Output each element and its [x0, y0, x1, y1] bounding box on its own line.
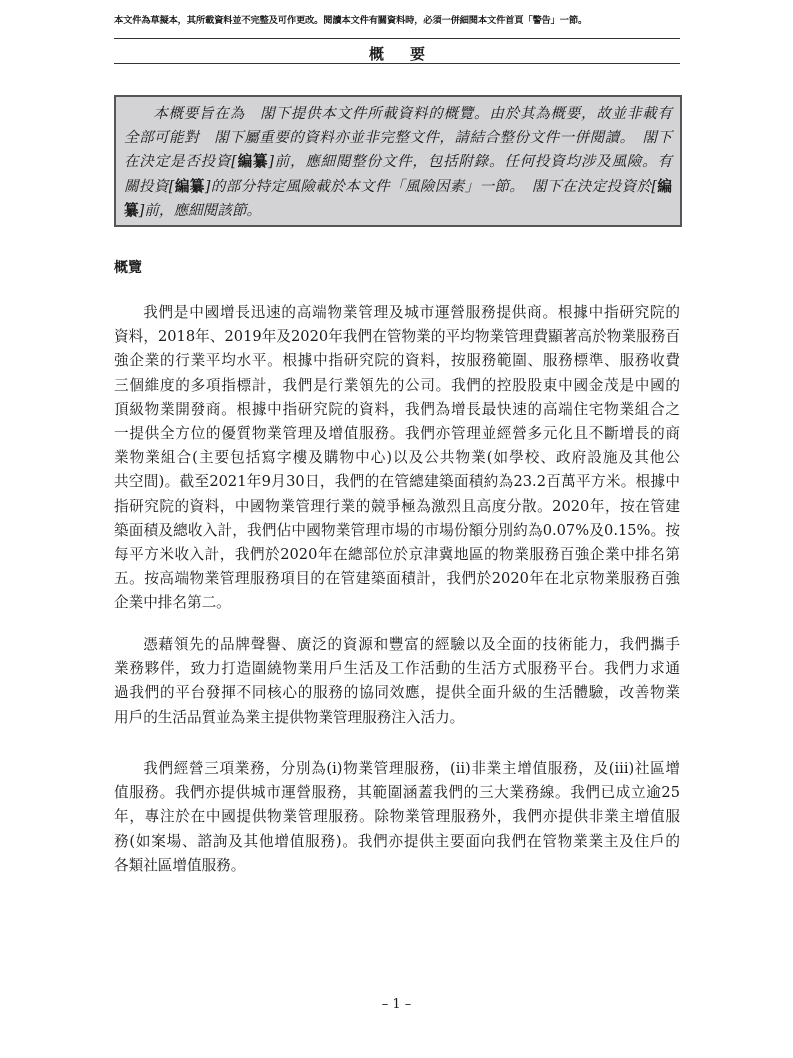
- redacted-placeholder: 編纂: [236, 153, 269, 171]
- paragraph: [114, 633, 680, 730]
- paragraph: [114, 301, 680, 615]
- paragraph-line: 頂級物業開發商。根據中指研究院的資料，我們為增長最快速的高端住宅物業組合之: [114, 400, 680, 418]
- paragraph-line: 我們經營三項業務，分別為(i)物業管理服務，(ii)非業主增值服務，及(iii)社區增: [143, 760, 680, 777]
- paragraph-line: 一提供全方位的優質物業管理及增值服務。我們亦管理並經營多元化且不斷增長的商: [114, 424, 680, 442]
- paragraph-line: 每平方米收入計，我們於2020年在總部位於京津冀地區的物業服務百強企業中排名第: [114, 545, 680, 563]
- notice-line: [124, 102, 672, 126]
- notice-box: [114, 95, 682, 227]
- redacted-placeholder: 編纂: [174, 177, 205, 195]
- paragraph-line: 業務夥伴，致力打造圍繞物業用戶生活及工作活動的生活方式服務平台。我們力求通: [114, 660, 680, 678]
- header-rule-bottom: [114, 63, 680, 64]
- paragraph-line: 用戶的生活品質並為業主提供物業管理服務注入活力。: [114, 708, 465, 726]
- notice-line: [124, 199, 672, 223]
- notice-line: [124, 126, 672, 150]
- redacted-placeholder: 編: [657, 177, 672, 195]
- paragraph-line: 年，專注於在中國提供物業管理服務。除物業管理服務外，我們亦提供非業主增值服: [114, 808, 680, 826]
- paragraph-line: 企業中排名第二。: [114, 594, 231, 612]
- notice-text: 關投資[: [124, 177, 175, 195]
- paragraph-line: 三個維度的多項指標計，我們是行業領先的公司。我們的控股股東中國金茂是中國的: [114, 376, 680, 394]
- page-title: [114, 43, 680, 64]
- paragraph-line: 我們是中國增長迅速的高端物業管理及城市運營服務提供商。根據中指研究院的: [143, 304, 680, 321]
- header-rule-top: [114, 38, 680, 39]
- paragraph-line: 強企業的行業平均水平。根據中指研究院的資料，按服務範圍、服務標準、服務收費: [114, 352, 680, 370]
- page-title-char: 概: [368, 45, 384, 63]
- notice-text: 在決定是否投資[: [124, 153, 237, 171]
- notice-text: 本概要旨在為 閣下提供本文件所載資料的概覽。由於其為概要，故並非載有: [153, 105, 672, 122]
- notice-line: [124, 175, 672, 199]
- paragraph-line: 築面積及總收入計，我們佔中國物業管理市場的市場份額分別約為0.07%及0.15%。按: [114, 521, 680, 539]
- paragraph-line: 業物業組合(主要包括寫字樓及購物中心)以及公共物業(如學校、政府設施及其他公: [114, 449, 680, 467]
- paragraph-line: 務(如案場、諮詢及其他增值服務)。我們亦提供主要面向我們在管物業業主及住戶的: [114, 832, 680, 850]
- redacted-placeholder: 纂: [124, 201, 139, 219]
- page-number: – 1 –: [381, 997, 412, 1012]
- notice-text: 全部可能對 閣下屬重要的資料亦並非完整文件，請結合整份文件一併閱讀。 閣下: [124, 129, 672, 147]
- section-heading: 概覽: [114, 260, 142, 276]
- paragraph: [114, 757, 680, 878]
- paragraph-line: 五。按高端物業管理服務項目的在管建築面積計，我們於2020年在北京物業服務百強: [114, 570, 680, 588]
- notice-text: ]前，應細閱該節。: [138, 201, 262, 219]
- paragraph-line: 指研究院的資料，中國物業管理行業的競爭極為激烈且高度分散。2020年，按在管建: [114, 497, 680, 515]
- paragraph-line: 資料，2018年、2019年及2020年我們在管物業的平均物業管理費顯著高於物業服務百: [114, 328, 680, 346]
- paragraph-line: 憑藉領先的品牌聲譽、廣泛的資源和豐富的經驗以及全面的技術能力，我們攜手: [143, 636, 680, 653]
- paragraph-line: 值服務。我們亦提供城市運營服務，其範圍涵蓋我們的三大業務線。我們已成立逾25: [114, 784, 680, 802]
- paragraph-line: 過我們的平台發揮不同核心的服務的協同效應，提供全面升級的生活體驗，改善物業: [114, 684, 680, 702]
- draft-warning: 本文件為草擬本，其所載資料並不完整及可作更改。閱讀本文件有關資料時，必須一併細閱本文件首頁「警告」一節。: [114, 15, 588, 26]
- page-title-char: 要: [410, 45, 426, 63]
- notice-text: ]前，應細閱整份文件，包括附錄。任何投資均涉及風險。有: [268, 153, 672, 171]
- notice-text: ]的部分特定風險載於本文件「風險因素」一節。 閣下在決定投資於[: [204, 177, 658, 195]
- paragraph-line: 各類社區增值服務。: [114, 856, 246, 874]
- notice-line: [124, 150, 672, 174]
- paragraph-line: 共空間)。截至2021年9月30日，我們的在管總建築面積約為23.2百萬平方米。根據中: [114, 473, 680, 491]
